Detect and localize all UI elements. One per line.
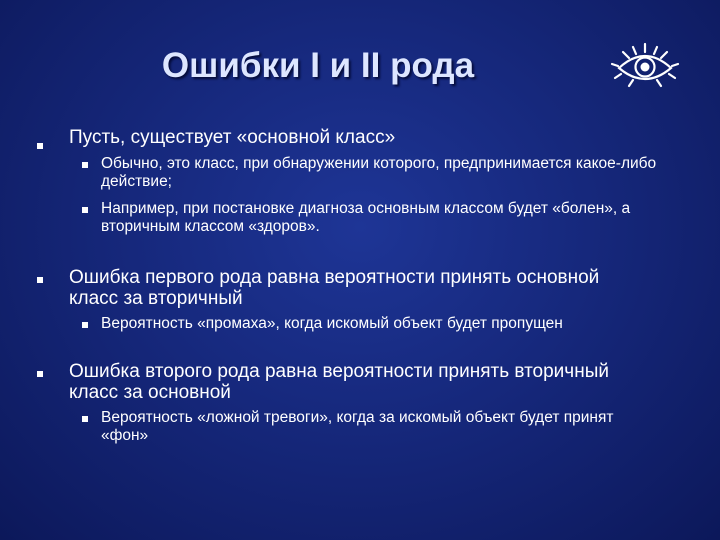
- sub-list-item: [101, 200, 646, 236]
- list-item-text: Ошибка первого рода равна вероятности принять основной класс за вторичный: [69, 267, 600, 309]
- eye-logo-icon: [609, 38, 681, 94]
- list-item-text: Пусть, существует «основной класс»: [69, 127, 396, 148]
- square-bullet-icon: [82, 416, 88, 422]
- square-bullet-icon: [37, 143, 43, 149]
- square-bullet-icon: [82, 162, 88, 168]
- sub-list-item: [101, 155, 666, 191]
- sub-list-item-text: Например, при постановке диагноза основным классом будет «болен», а вторичным классом «здоров».: [101, 200, 631, 235]
- sub-list-item: [101, 315, 681, 333]
- slide-title: Ошибки I и II рода: [161, 46, 475, 85]
- square-bullet-icon: [37, 277, 43, 283]
- square-bullet-icon: [82, 207, 88, 213]
- sub-list-item-text: Вероятность «ложной тревоги», когда за искомый объект будет принят «фон»: [101, 409, 614, 444]
- sub-list-item: [101, 409, 656, 445]
- sub-list-item-text: Вероятность «промаха», когда искомый объект будет пропущен: [101, 315, 563, 332]
- square-bullet-icon: [82, 322, 88, 328]
- list-item: [69, 361, 654, 403]
- square-bullet-icon: [37, 371, 43, 377]
- list-item: [69, 127, 669, 148]
- list-item-text: Ошибка второго рода равна вероятности принять вторичный класс за основной: [69, 361, 609, 403]
- sub-list-item-text: Обычно, это класс, при обнаружении которого, предпринимается какое-либо действие;: [101, 155, 657, 190]
- list-item: [69, 267, 644, 309]
